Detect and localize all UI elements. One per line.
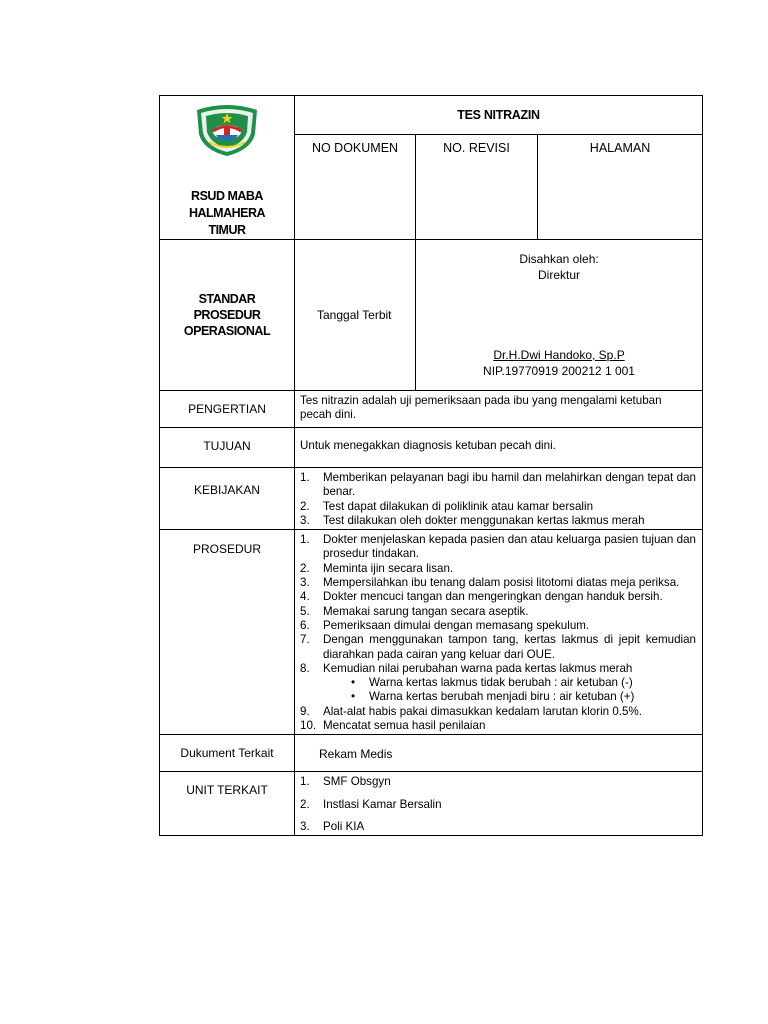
unit-terkait-label: UNIT TERKAIT <box>160 772 295 836</box>
dokumen-terkait-label: Dukument Terkait <box>160 735 295 772</box>
sub-list-item: • Warna kertas berubah menjadi biru : air ketuban (+) <box>351 690 635 704</box>
list-item: 5. Memakai sarung tangan secara aseptik. <box>300 604 529 618</box>
list-item: 7. Dengan menggunakan tampon tang, kertas lakmus di jepit kemudian diarahkan pada cairan yang keluar dari OUE. <box>300 633 696 661</box>
list-item: 2. Test dapat dilakukan di poliklinik atau kamar bersalin <box>300 499 594 513</box>
list-item: 1. Dokter menjelaskan kepada pasien dan atau keluarga pasien tujuan dan prosedur tindakan. <box>300 533 696 561</box>
list-item: 3. Mempersilahkan ibu tenang dalam posisi litotomi diatas meja periksa. <box>300 576 680 590</box>
sop-document <box>159 95 702 836</box>
list-item: 3. Test dilakukan oleh dokter menggunakan kertas lakmus merah <box>300 513 645 527</box>
list-item: 6. Pemeriksaan dimulai dengan memasang spekulum. <box>300 618 590 632</box>
list-item: 1. Memberikan pelayanan bagi ibu hamil dan melahirkan dengan tepat dan benar. <box>300 471 696 499</box>
organization-name: RSUD MABA HALMAHERA TIMUR <box>188 189 266 237</box>
list-item: 2. Instlasi Kamar Bersalin <box>300 797 442 811</box>
list-item: 3. Poli KIA <box>300 819 365 833</box>
tujuan-label: TUJUAN <box>160 428 295 468</box>
sop-label: STANDAR PROSEDUR OPERASIONAL <box>160 240 295 391</box>
list-item: 1. SMF Obsgyn <box>300 775 391 789</box>
no-revisi-header: NO. REVISI <box>416 135 538 240</box>
kebijakan-list <box>295 468 703 530</box>
institution-logo-icon <box>193 102 261 158</box>
approval-cell <box>416 240 703 391</box>
halaman-header: HALAMAN <box>538 135 703 240</box>
institution-cell <box>160 96 295 240</box>
signatory-nip: NIP.19770919 200212 1 001 <box>483 364 635 378</box>
list-item: 9. Alat-alat habis pakai dimasukkan kedalam larutan klorin 0.5%. <box>300 704 642 718</box>
dokumen-terkait-text: Rekam Medis <box>295 735 703 772</box>
sub-list-item: • Warna kertas lakmus tidak berubah : air ketuban (-) <box>351 676 633 690</box>
content-table <box>159 390 703 836</box>
list-item: 2. Meminta ijin secara lisan. <box>300 561 454 575</box>
no-dokumen-header: NO DOKUMEN <box>295 135 416 240</box>
prosedur-label: PROSEDUR <box>160 530 295 735</box>
list-item: 4. Dokter mencuci tangan dan mengeringkan dengan handuk bersih. <box>300 590 663 604</box>
unit-terkait-list <box>295 772 703 836</box>
pengertian-text: Tes nitrazin adalah uji pemeriksaan pada ibu yang mengalami ketuban pecah dini. <box>295 391 703 428</box>
list-item: 8. Kemudian nilai perubahan warna pada kertas lakmus merah • Warna kertas lakmus tidak berubah : air ketuban (-) • Warna kertas berubah menjadi biru : air ketuban (+) <box>300 662 696 705</box>
prosedur-list <box>295 530 703 735</box>
disahkan-oleh-label: Disahkan oleh: <box>519 252 599 266</box>
tujuan-text: Untuk menegakkan diagnosis ketuban pecah dini. <box>295 428 703 468</box>
tanggal-terbit-label: Tanggal Terbit <box>295 240 416 391</box>
header-table <box>159 95 703 391</box>
kebijakan-label: KEBIJAKAN <box>160 468 295 530</box>
signatory-name: Dr.H.Dwi Handoko, Sp.P <box>493 348 625 362</box>
list-item: 10. Mencatat semua hasil penilaian <box>300 719 486 733</box>
jabatan-label: Direktur <box>538 268 581 282</box>
document-title: TES NITRAZIN <box>295 96 703 135</box>
pengertian-label: PENGERTIAN <box>160 391 295 428</box>
sub-list <box>323 676 696 705</box>
